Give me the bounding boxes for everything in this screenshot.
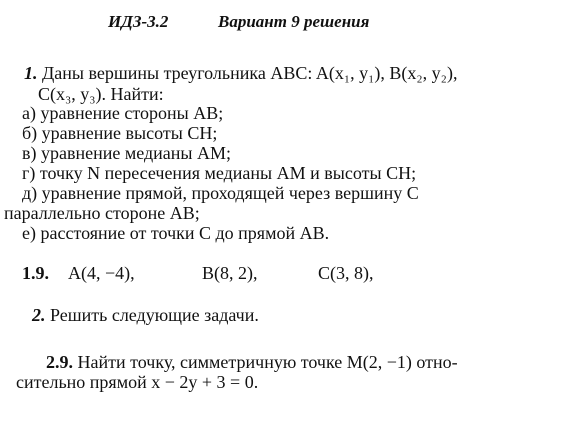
task1-item-g: г) точку N пересечения медианы AM и высоты CH; (22, 163, 417, 183)
task1-item-b: б) уравнение высоты CH; (22, 123, 218, 143)
task1-number: 1. (24, 63, 38, 83)
vertex-b: B(8, 2), (202, 263, 258, 283)
task2-text: Решить следующие задачи. (50, 305, 259, 325)
task1-item-d: д) уравнение прямой, проходящей через вершину C (22, 183, 419, 203)
variant-number: 1.9. (22, 263, 49, 283)
task1-line1 (24, 63, 457, 83)
task29-text-line1: Найти точку, симметричную точке M(2, −1) отно- (77, 352, 458, 372)
task29-line2: сительно прямой x − 2y + 3 = 0. (16, 372, 259, 392)
variant-title: Вариант 9 решения (218, 12, 370, 31)
task1-item-e: е) расстояние от точки C до прямой AB. (22, 223, 330, 243)
task1-item-v: в) уравнение медианы AM; (22, 143, 232, 163)
vertex-a: A(4, −4), (68, 263, 135, 283)
task1-intro-line1: Даны вершины треугольника ABC: A(x₁, y₁), B(x₂, y₂), (42, 63, 458, 83)
task29-number: 2.9. (46, 352, 73, 372)
task2-line (32, 305, 259, 325)
task29-line1 (46, 352, 458, 372)
task1-intro-line2: C(x₃, y₃). Найти: (38, 84, 164, 104)
task1-item-a: а) уравнение стороны AB; (22, 103, 224, 123)
doc-code: ИДЗ-3.2 (108, 12, 169, 31)
task2-number: 2. (32, 305, 46, 325)
task1-item-d-cont: параллельно стороне AB; (4, 203, 200, 223)
vertex-c: C(3, 8), (318, 263, 374, 283)
